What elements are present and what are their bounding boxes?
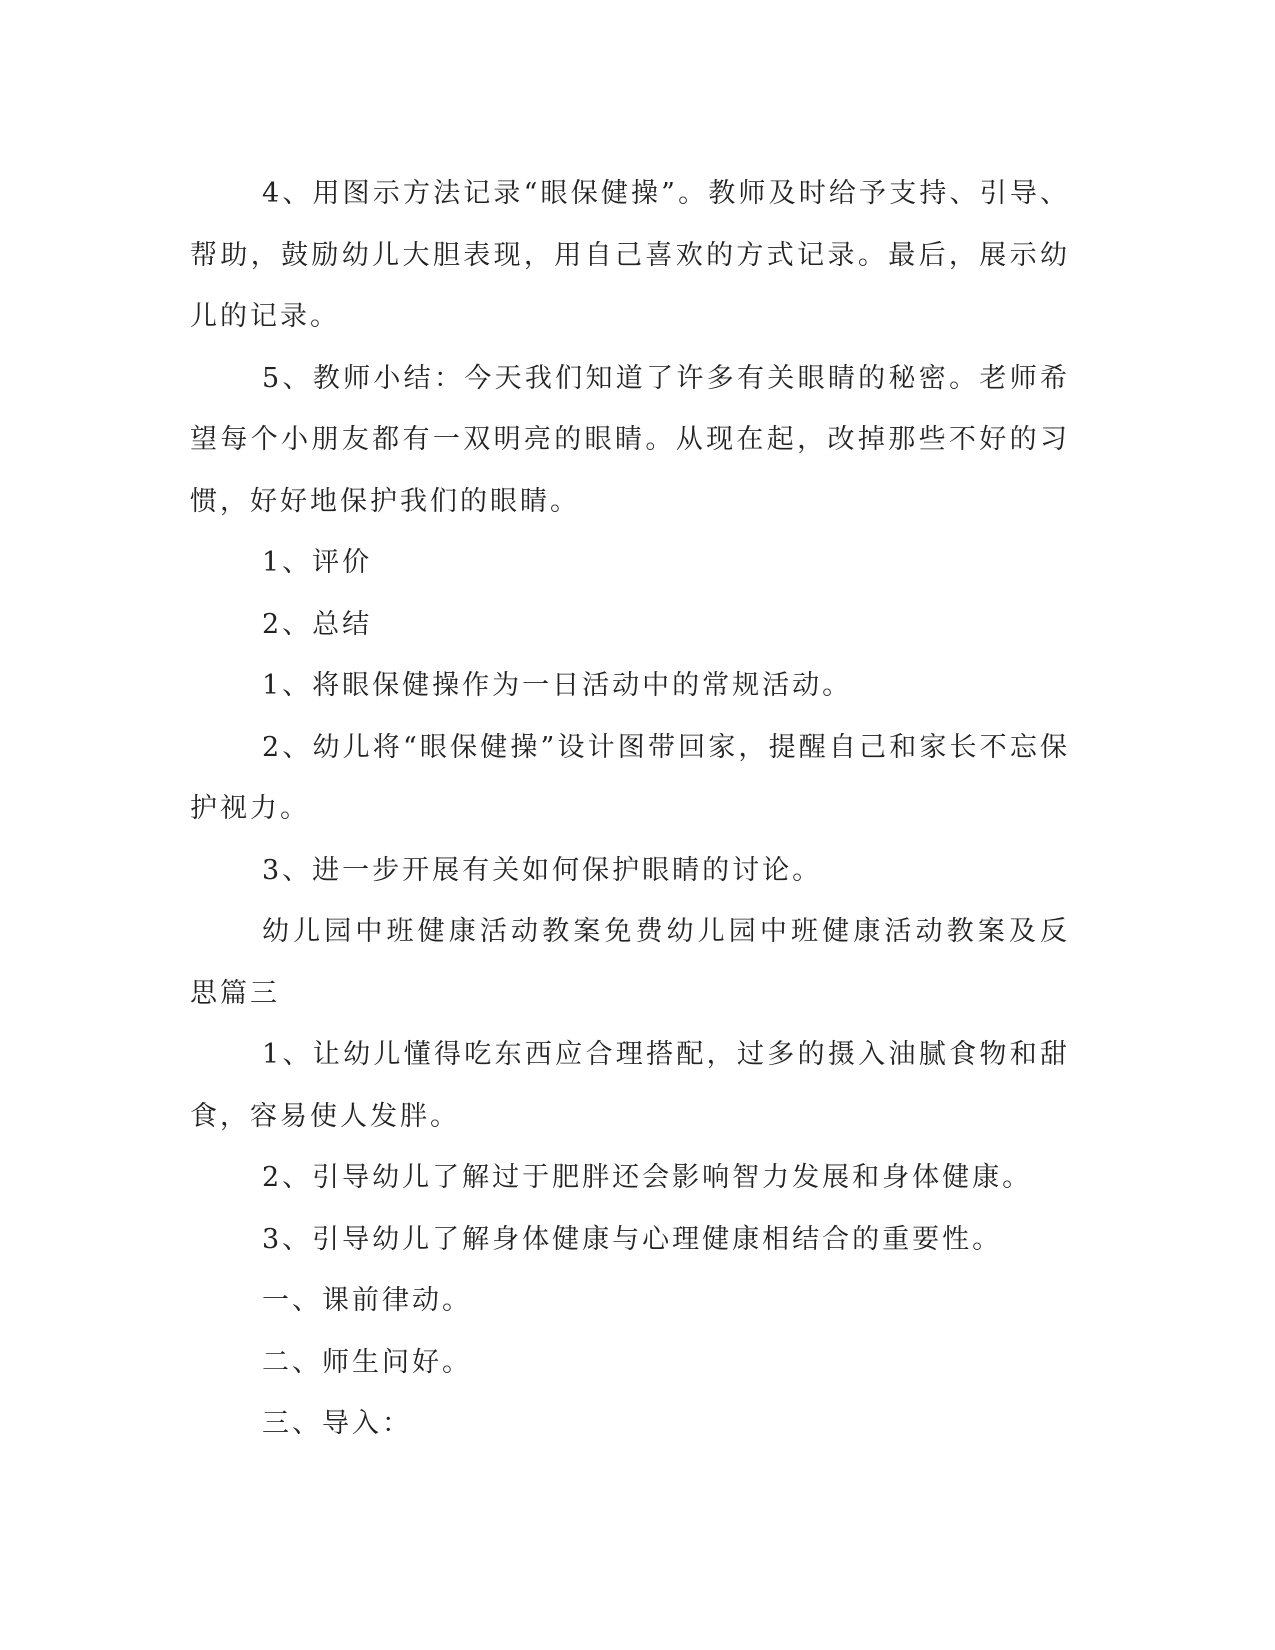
paragraph-goal-obesity: 2、引导幼儿了解过于肥胖还会影响智力发展和身体健康。: [262, 1162, 1033, 1193]
paragraph-evaluation: 1、评价: [262, 547, 373, 578]
paragraph-record-eye-exercise: 4、用图示方法记录“眼保健操”。教师及时给予支持、引导、帮助，鼓励幼儿大胆表现，用自己喜欢的方式记录。最后，展示幼儿的记录。: [190, 178, 1070, 332]
paragraph-routine-activity: 1、将眼保健操作为一日活动中的常规活动。: [262, 670, 853, 701]
document-body: [190, 163, 1070, 1455]
paragraph-goal-health: 3、引导幼儿了解身体健康与心理健康相结合的重要性。: [262, 1223, 1003, 1255]
paragraph-take-home-design: 2、幼儿将“眼保健操”设计图带回家，提醒自己和家长不忘保护视力。: [190, 731, 1070, 824]
paragraph-conclusion: 2、总结: [262, 608, 373, 640]
step-rhythm: 一、课前律动。: [262, 1285, 472, 1316]
step-greeting: 二、师生问好。: [262, 1346, 472, 1378]
section-heading: 幼儿园中班健康活动教案免费幼儿园中班健康活动教案及反思篇三: [190, 916, 1070, 1009]
step-introduction: 三、导入：: [262, 1408, 412, 1439]
paragraph-teacher-summary: 5、教师小结：今天我们知道了许多有关眼睛的秘密。老师希望每个小朋友都有一双明亮的眼睛。从现在起，改掉那些不好的习惯，好好地保护我们的眼睛。: [190, 362, 1070, 517]
paragraph-goal-diet: 1、让幼儿懂得吃东西应合理搭配，过多的摄入油腻食物和甜食，容易使人发胖。: [190, 1039, 1070, 1132]
paragraph-further-discussion: 3、进一步开展有关如何保护眼睛的讨论。: [262, 854, 823, 886]
